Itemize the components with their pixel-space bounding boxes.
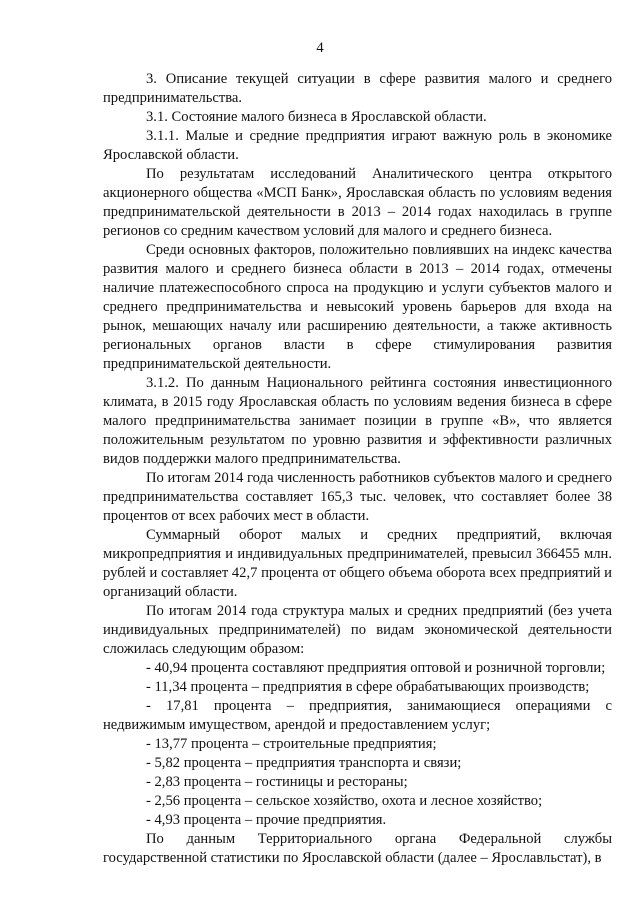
paragraph: Среди основных факторов, положительно повлиявших на индекс качества развития малого и среднего бизнеса области в 2013 – 2014 годах, отмечены наличие платежеспособного спроса на продукцию и услуги субъектов малого и среднего предпринимательства и невысокий уровень барьеров для входа на рынок, мешающих началу или расширению деятельности, а также активность региональных органов власти в сфере стимулирования развития предпринимательской деятельности. <box>103 242 612 372</box>
paragraph: По итогам 2014 года структура малых и средних предприятий (без учета индивидуальных предпринимателей) по видам экономической деятельности сложилась следующим образом: <box>103 603 612 657</box>
section-heading: 3. Описание текущей ситуации в сфере развития малого и среднего предпринимательства. <box>103 71 612 106</box>
list-item: - 2,83 процента – гостиницы и рестораны; <box>146 774 408 790</box>
page-number: 4 <box>316 40 324 56</box>
closing-paragraph: По данным Территориального органа Федеральной службы государственной статистики по Ярославской области (далее – Ярославльстат), в <box>103 831 612 866</box>
list-item: - 17,81 процента – предприятия, занимающиеся операциями с недвижимым имуществом, арендой и предоставлением услуг; <box>103 698 612 733</box>
list-item: - 2,56 процента – сельское хозяйство, охота и лесное хозяйство; <box>146 793 543 809</box>
paragraph: 3.1.2. По данным Национального рейтинга состояния инвестиционного климата, в 2015 году Ярославская область по условиям ведения бизнеса в сфере малого предпринимательства занимает позиции в группе «B», что является положительным результатом по уровню развития и эффективности различных видов поддержки малого предпринимательства. <box>103 375 612 467</box>
list-item: - 13,77 процента – строительные предприятия; <box>146 736 437 752</box>
paragraph: 3.1.1. Малые и средние предприятия играют важную роль в экономике Ярославской области. <box>103 128 612 163</box>
list-item: - 11,34 процента – предприятия в сфере обрабатывающих производств; <box>146 679 590 695</box>
list-item: - 5,82 процента – предприятия транспорта и связи; <box>146 755 462 771</box>
paragraph: По результатам исследований Аналитического центра открытого акционерного общества «МСП Банк», Ярославская область по условиям ведения предпринимательской деятельности в 2013 – 2014 годах находилась в группе регионов со средним качеством условий для малого и среднего бизнеса. <box>103 166 612 239</box>
list-item: - 4,93 процента – прочие предприятия. <box>146 812 387 828</box>
paragraph: Суммарный оборот малых и средних предприятий, включая микропредприятия и индивидуальных предпринимателей, превысил 366455 млн. рублей и составляет 42,7 процента от общего объема оборота всех предприятий и организаций области. <box>103 527 612 600</box>
subsection-heading: 3.1. Состояние малого бизнеса в Ярославской области. <box>146 109 487 125</box>
paragraph: По итогам 2014 года численность работников субъектов малого и среднего предпринимательства составляет 165,3 тыс. человек, что составляет более 38 процентов от всех рабочих мест в области. <box>103 470 612 524</box>
document-body <box>103 70 612 868</box>
list-item: - 40,94 процента составляют предприятия оптовой и розничной торговли; <box>146 660 606 676</box>
